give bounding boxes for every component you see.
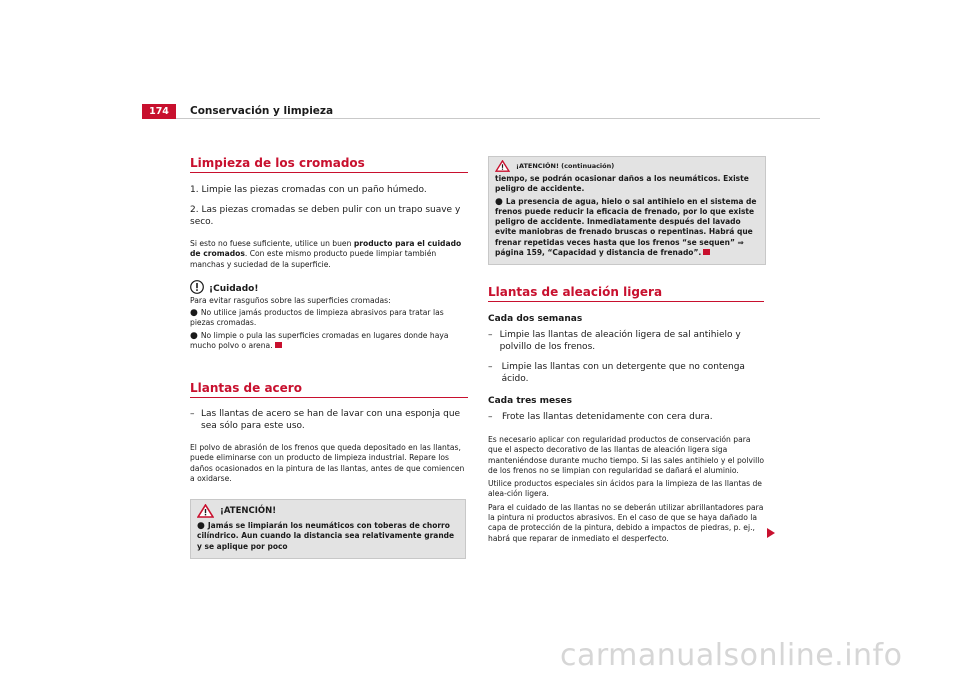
cromados-paragraph: Si esto no fuese suficiente, utilice un buen producto para el cuidado de cromados. Con este mismo producto puede limpiar también manchas y suciedad de la superficie. <box>190 239 462 269</box>
step-1: 1. Limpie las piezas cromadas con un paño húmedo. <box>190 185 427 195</box>
step-2: 2. Las piezas cromadas se deben pulir con un trapo suave y seco. <box>190 205 461 227</box>
warning-cont-text-2: ● La presencia de agua, hielo o sal antihielo en el sistema de frenos puede reducir la eficacia de frenado, por lo que existe peligro de accidente. Inmediatamente después del lavado evite maniobras de frenado bruscas o repentinas. Habrá que frenar repetidas veces hasta que los frenos “se sequen” ⇒ página 159, “Capacidad y distancia de frenado”. <box>495 196 757 258</box>
warning-text: ● Jamás se limpiarán los neumáticos con toberas de chorro cilíndrico. Aun cuando la distancia sea relativamente grande y se aplique por poco <box>197 521 455 551</box>
header-divider <box>176 118 820 119</box>
step-item: – Limpie las llantas de aleación ligera de sal antihielo y polvillo de los frenos. <box>488 330 741 352</box>
watermark: carmanualsonline.info <box>560 638 903 673</box>
caution-item-2: ● No limpie o pula las superficies cromadas en lugares donde haya mucho polvo o arena. <box>190 330 449 351</box>
dash-icon: – <box>488 362 493 372</box>
step-item: – Las llantas de acero se han de lavar con una esponja que sea sólo para este uso. <box>190 409 461 431</box>
dash-icon: – <box>488 330 493 340</box>
caution-item-1: ● No utilice jamás productos de limpieza abrasivos para tratar las piezas cromadas. <box>190 308 444 328</box>
step-item: – Frote las llantas detenidamente con cera dura. <box>488 412 713 422</box>
bullet-icon: ● <box>197 521 205 532</box>
section-title: Llantas de acero <box>190 381 468 398</box>
subheading-three-months: Cada tres meses <box>488 396 572 406</box>
section-title: Limpieza de los cromados <box>190 156 468 173</box>
section-acero <box>190 381 468 559</box>
section-cromados <box>190 156 468 351</box>
page-title: Conservación y limpieza <box>190 105 334 117</box>
bullet-icon: ● <box>190 330 198 341</box>
end-mark-icon <box>703 249 710 255</box>
section-title: Llantas de aleación ligera <box>488 285 764 302</box>
caution-intro: Para evitar rasguños sobre las superficies cromadas: <box>190 295 391 305</box>
bullet-icon: ● <box>190 308 198 319</box>
aleacion-paragraph-1: Es necesario aplicar con regularidad productos de conservación para que el aspecto decorativo de las llantas de aleación ligera siga manteniéndose durante mucho tiempo. Si las sales antihielo y el polvillo de los frenos no se limpian con regularidad se dañará el aluminio. <box>488 435 764 475</box>
continue-arrow-icon <box>766 527 776 539</box>
highlight-text: producto para el cuidado de cromados <box>190 239 462 259</box>
step-item: – Limpie las llantas con un detergente que no contenga ácido. <box>488 362 745 384</box>
warning-cont-text-1: tiempo, se podrán ocasionar daños a los neumáticos. Existe peligro de accidente. <box>495 174 749 194</box>
caution-title: ¡Cuidado! <box>209 283 259 294</box>
caution-icon <box>190 280 204 294</box>
warning-title: ¡ATENCIÓN! <box>220 506 277 517</box>
warning-cont-title: ¡ATENCIÓN! (continuación) <box>516 162 615 170</box>
warning-triangle-icon <box>495 160 510 172</box>
end-mark-icon <box>275 342 282 348</box>
bullet-icon: ● <box>495 196 503 207</box>
section-aleacion <box>488 285 764 544</box>
aleacion-paragraph-2: Utilice productos especiales sin ácidos para la limpieza de las llantas de alea-ción ligera. <box>488 479 762 499</box>
dash-icon: – <box>488 412 493 422</box>
dash-icon: – <box>190 409 195 419</box>
aleacion-paragraph-3: Para el cuidado de las llantas no se deberán utilizar abrillantadores para la pintura ni productos abrasivos. En el caso de que se haya dañado la capa de protección de la pintura, debido a impactos de piedras, p. ej., habrá que reparar de inmediato el desperfecto. <box>488 502 764 543</box>
warning-triangle-icon <box>197 504 214 518</box>
warning-continuation-box <box>488 156 766 265</box>
subheading-two-weeks: Cada dos semanas <box>488 314 583 324</box>
acero-paragraph: El polvo de abrasión de los frenos que queda depositado en las llantas, puede eliminarse con un producto de limpieza industrial. Repare los daños ocasionados en la pintura de las llantas, antes de que comiencen a oxidarse. <box>190 443 465 483</box>
caution-block <box>190 280 468 351</box>
page-number: 174 <box>142 104 176 119</box>
warning-box <box>190 499 466 559</box>
